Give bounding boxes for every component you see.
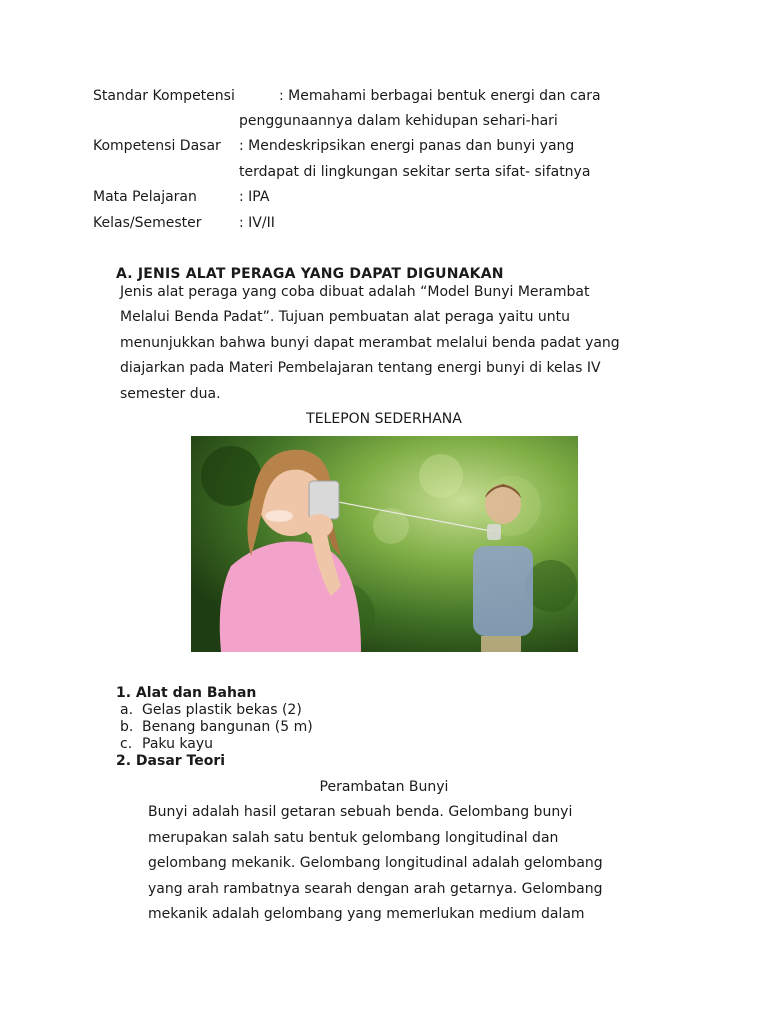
header-label-kompetensi: Kompetensi Dasar <box>93 138 221 154</box>
list-item-dasar-teori: 2. Dasar Teori <box>116 753 226 769</box>
header-value-kelas: : IV/II <box>239 215 275 231</box>
figure-title: TELEPON SEDERHANA <box>306 411 462 427</box>
list-sub-text: Benang bangunan (5 m) <box>142 719 313 735</box>
list-sub-text: Paku kayu <box>142 736 213 752</box>
list-sub-marker: c. <box>120 736 133 752</box>
section-a-line-3: menunjukkan bahwa bunyi dapat merambat melalui benda padat yang <box>120 335 620 351</box>
list-sub-text: Gelas plastik bekas (2) <box>142 702 302 718</box>
header-label-kelas: Kelas/Semester <box>93 215 202 231</box>
header-label-standar: Standar Kompetensi <box>93 88 235 104</box>
theory-subtitle: Perambatan Bunyi <box>319 779 449 795</box>
section-a-line-4: diajarkan pada Materi Pembelajaran tentang energi bunyi di kelas IV <box>120 360 601 376</box>
section-a-line-2: Melalui Benda Padat”. Tujuan pembuatan alat peraga yaitu untu <box>120 309 571 325</box>
section-a-line-1: Jenis alat peraga yang coba dibuat adalah “Model Bunyi Merambat <box>120 284 590 300</box>
header-value-kompetensi-2: terdapat di lingkungan sekitar serta sifat- sifatnya <box>239 164 591 180</box>
header-value-standar-2: penggunaannya dalam kehidupan sehari-hari <box>239 113 558 129</box>
theory-line-2: merupakan salah satu bentuk gelombang longitudinal dan <box>148 830 559 846</box>
theory-line-4: yang arah rambatnya searah dengan arah getarnya. Gelombang <box>148 881 603 897</box>
section-a-line-5: semester dua. <box>120 386 221 402</box>
theory-line-3: gelombang mekanik. Gelombang longitudinal adalah gelombang <box>148 855 603 871</box>
list-sub-marker: b. <box>120 719 134 735</box>
list-sub-item <box>120 702 302 718</box>
tin-can-telephone-photo <box>191 436 578 652</box>
header-value-mapel: : IPA <box>239 189 270 205</box>
theory-line-5: mekanik adalah gelombang yang memerlukan medium dalam <box>148 906 585 922</box>
section-a-title: A. JENIS ALAT PERAGA YANG DAPAT DIGUNAKAN <box>116 266 504 282</box>
theory-line-1: Bunyi adalah hasil getaran sebuah benda. Gelombang bunyi <box>148 804 573 820</box>
header-value-standar-1: : Memahami berbagai bentuk energi dan cara <box>279 88 601 104</box>
header-value-kompetensi-1: : Mendeskripsikan energi panas dan bunyi yang <box>239 138 575 154</box>
list-sub-item <box>120 736 213 752</box>
header-label-mapel: Mata Pelajaran <box>93 189 197 205</box>
list-sub-marker: a. <box>120 702 134 718</box>
list-item-alat-bahan: 1. Alat dan Bahan <box>116 685 257 701</box>
list-sub-item <box>120 719 313 735</box>
